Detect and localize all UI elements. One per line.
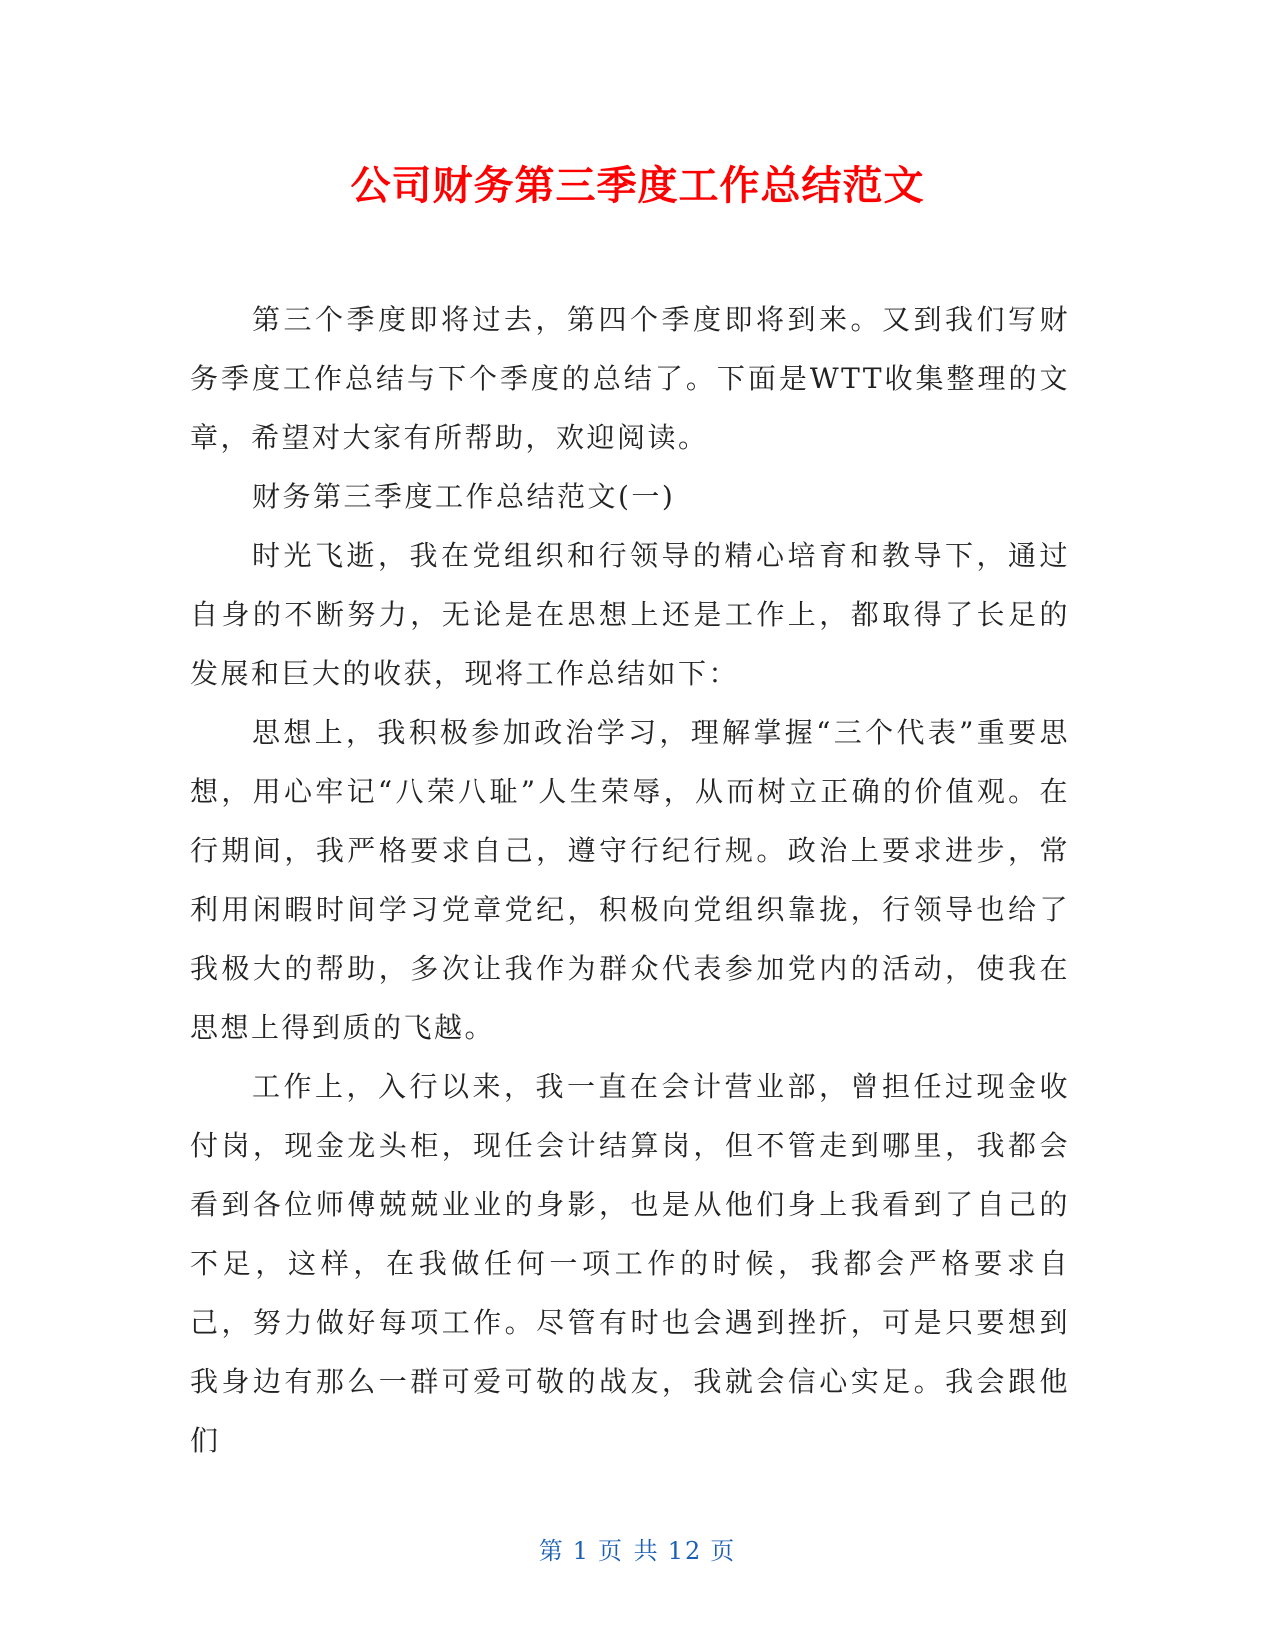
section-heading: 财务第三季度工作总结范文(一)	[252, 480, 676, 513]
paragraph-intro: 第三个季度即将过去，第四个季度即将到来。又到我们写财务季度工作总结与下个季度的总结了。下面是WTT收集整理的文章，希望对大家有所帮助，欢迎阅读。	[190, 303, 1070, 454]
footer-prefix: 第	[538, 1537, 565, 1565]
paragraph-thought: 思想上，我积极参加政治学习，理解掌握“三个代表”重要思想，用心牢记“八荣八耻”人生荣辱，从而树立正确的价值观。在行期间，我严格要求自己，遵守行纪行规。政治上要求进步，常利用闲暇时间学习党章党纪，积极向党组织靠拢，行领导也给了我极大的帮助，多次让我作为群众代表参加党内的活动，使我在思想上得到质的飞越。	[190, 716, 1070, 1044]
page-footer	[0, 1535, 1275, 1567]
footer-suffix: 页	[710, 1537, 737, 1565]
footer-middle: 页 共	[598, 1537, 660, 1565]
footer-page-number: 1	[572, 1537, 591, 1565]
paragraph-overview: 时光飞逝，我在党组织和行领导的精心培育和教导下，通过自身的不断努力，无论是在思想上还是工作上，都取得了长足的发展和巨大的收获，现将工作总结如下：	[190, 539, 1070, 690]
paragraph-work: 工作上，入行以来，我一直在会计营业部，曾担任过现金收付岗，现金龙头柜，现任会计结算岗，但不管走到哪里，我都会看到各位师傅兢兢业业的身影，也是从他们身上我看到了自己的不足，这样，在我做任何一项工作的时候，我都会严格要求自己，努力做好每项工作。尽管有时也会遇到挫折，可是只要想到我身边有那么一群可爱可敬的战友，我就会信心实足。我会跟他们	[190, 1070, 1070, 1457]
document-title: 公司财务第三季度工作总结范文	[350, 163, 925, 209]
footer-total-pages: 12	[667, 1537, 703, 1565]
document-body	[190, 290, 1070, 1470]
